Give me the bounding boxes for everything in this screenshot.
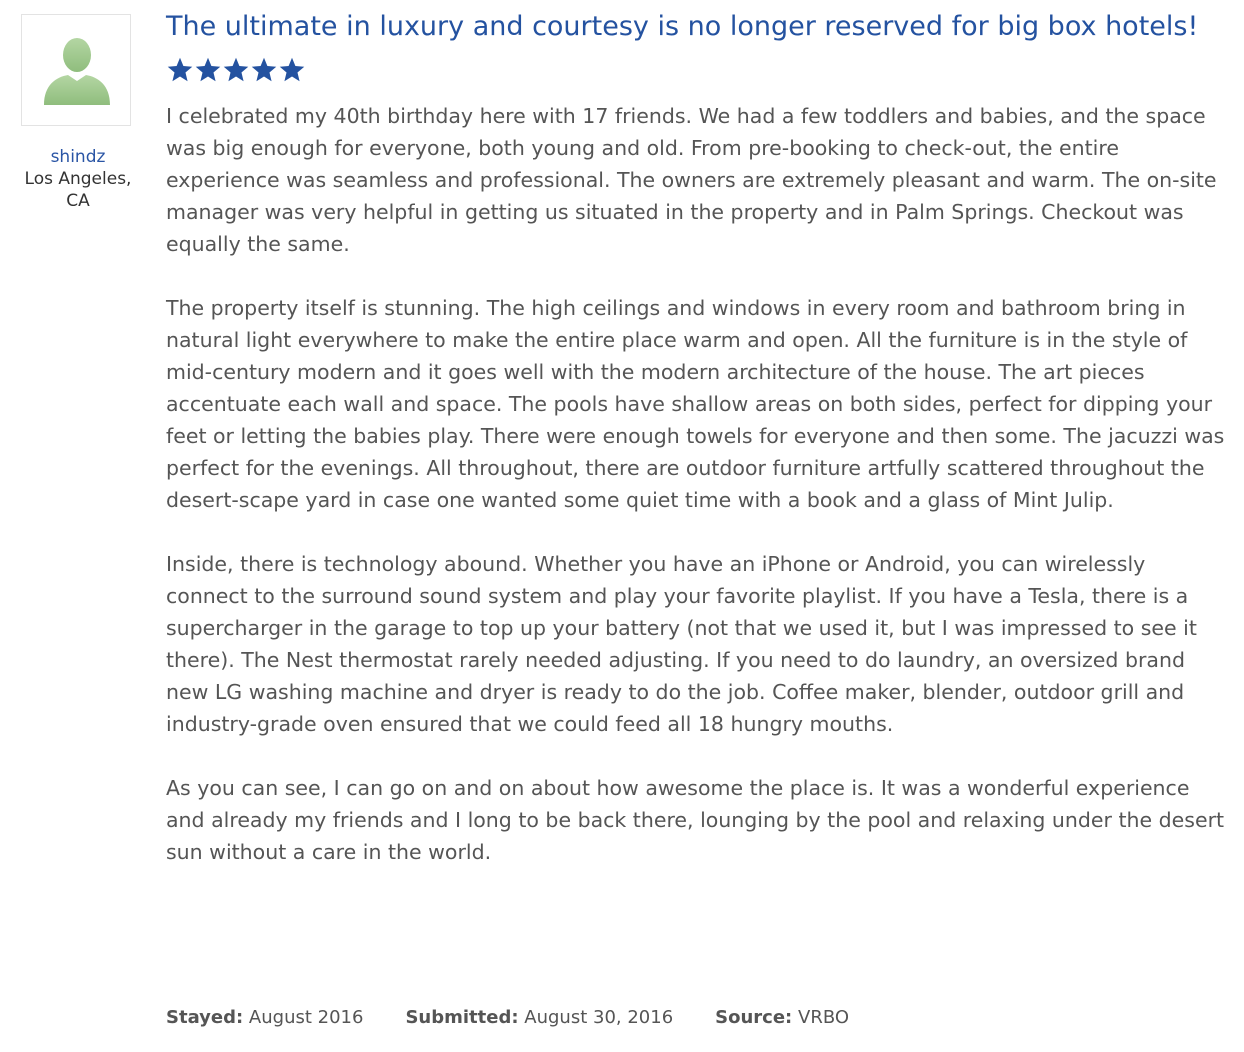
submitted-label: Submitted:	[405, 1007, 519, 1028]
source-label: Source:	[715, 1007, 793, 1028]
star-icon	[250, 56, 278, 84]
review-paragraph: Inside, there is technology abound. Whether you have an iPhone or Android, you can wirelessly connect to the surround sound system and play your favorite playlist. If you have a Tesla, there is a supercharger in the garage to top up your battery (not that we used it, but I was impressed to see it there). The Nest thermostat rarely needed adjusting. If you need to do laundry, an oversized brand new LG washing machine and dryer is ready to do the job. Coffee maker, blender, outdoor grill and industry-grade oven ensured that we could feed all 18 hungry mouths.	[166, 552, 1197, 736]
star-icon	[166, 56, 194, 84]
source-info	[715, 1007, 849, 1028]
review-meta	[166, 1007, 849, 1028]
stayed-value: August 2016	[248, 1007, 364, 1028]
submitted-info	[405, 1007, 673, 1028]
review-body	[166, 100, 1226, 868]
author-name-link[interactable]: shindz	[50, 147, 106, 167]
review-paragraph: As you can see, I can go on and on about how awesome the place is. It was a wonderful experience and already my friends and I long to be back there, lounging by the pool and relaxing under the desert sun without a care in the world.	[166, 776, 1225, 864]
submitted-value: August 30, 2016	[524, 1007, 674, 1028]
review-paragraph: I celebrated my 40th birthday here with 17 friends. We had a few toddlers and babies, and the space was big enough for everyone, both young and old. From pre-booking to check-out, the entire experience was seamless and professional. The owners are extremely pleasant and warm. The on-site manager was very helpful in getting us situated in the property and in Palm Springs. Checkout was equally the same.	[166, 104, 1217, 256]
review-author	[18, 14, 138, 212]
star-icon	[278, 56, 306, 84]
author-location: Los Angeles, CA	[24, 169, 132, 211]
stayed-label: Stayed:	[166, 1007, 244, 1028]
star-icon	[222, 56, 250, 84]
review-title: The ultimate in luxury and courtesy is no longer reserved for big box hotels!	[166, 11, 1199, 42]
star-icon	[194, 56, 222, 84]
stayed-info	[166, 1007, 363, 1028]
rating-stars	[166, 56, 1226, 86]
user-silhouette-icon	[40, 33, 114, 107]
avatar[interactable]	[21, 14, 131, 126]
review-paragraph: The property itself is stunning. The high ceilings and windows in every room and bathroom bring in natural light everywhere to make the entire place warm and open. All the furniture is in the style of mid-century modern and it goes well with the modern architecture of the house. The art pieces accentuate each wall and space. The pools have shallow areas on both sides, perfect for dipping your feet or letting the babies play. There were enough towels for everyone and then some. The jacuzzi was perfect for the evenings. All throughout, there are outdoor furniture artfully scattered throughout the desert-scape yard in case one wanted some quiet time with a book and a glass of Mint Julip.	[166, 296, 1225, 512]
review-content	[166, 10, 1226, 900]
source-value: VRBO	[798, 1007, 850, 1028]
